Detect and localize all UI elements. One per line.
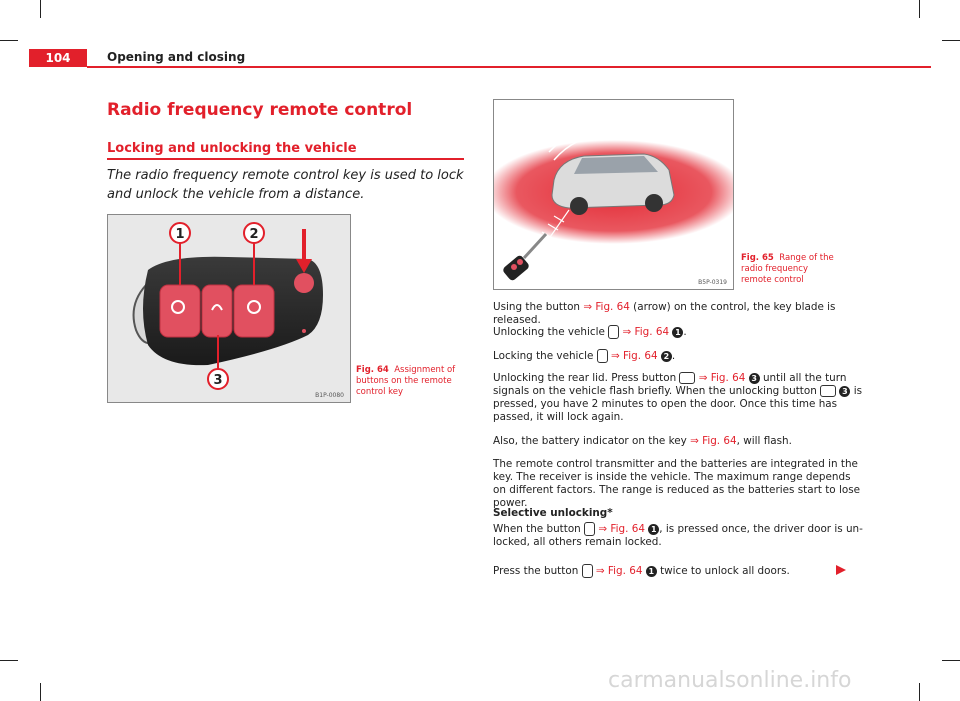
page-number: 104	[45, 51, 71, 65]
button-3-rearlid	[202, 285, 232, 337]
paragraph-1: Using the button ⇒ Fig. 64 (arrow) on the control, the key blade is released.	[493, 301, 836, 326]
unlock-key-icon	[608, 325, 619, 339]
callout-3-label: 3	[213, 373, 223, 388]
watermark: carmanualsonline.info	[608, 668, 852, 693]
figure-65-caption	[741, 253, 841, 286]
key-blade	[524, 234, 546, 258]
paragraph-4: Unlocking the rear lid. Press button ⇒ Fig. 64 3 until all the turn signals on the vehicle flash briefly. When the unlocking button 3 is pressed, you have 2 minutes to open the door. Once this time has passed, it will lock again.	[493, 372, 863, 423]
fig-link[interactable]: ⇒ Fig. 64	[698, 372, 746, 384]
continue-arrow-icon	[836, 565, 846, 575]
figure-64-key	[107, 214, 351, 403]
figure-64-caption	[356, 365, 456, 398]
crop-mark	[919, 683, 920, 701]
button-2-lock	[234, 285, 274, 337]
callout-ref: 1	[648, 524, 659, 535]
crop-mark	[942, 660, 960, 661]
callout-ref: 2	[661, 351, 672, 362]
figure-64-caption-text: Assignment of buttons on the remote control key	[356, 365, 456, 397]
fig-link[interactable]: ⇒ Fig. 64	[595, 565, 643, 577]
fig-link[interactable]: ⇒ Fig. 64	[583, 301, 630, 313]
range-illustration	[494, 100, 733, 289]
callout-ref: 1	[646, 566, 657, 577]
paragraph-2: Unlocking the vehicle ⇒ Fig. 64 1 .	[493, 326, 687, 338]
car-windows	[574, 156, 658, 174]
crop-mark	[942, 40, 960, 41]
fig-link[interactable]: ⇒ Fig. 64	[598, 523, 645, 535]
paragraph-5: Also, the battery indicator on the key ⇒ Fig. 64, will flash.	[493, 435, 792, 447]
paragraph-8: Press the button ⇒ Fig. 64 1 twice to unlock all doors.	[493, 565, 790, 577]
button-1-unlock	[160, 285, 200, 337]
callout-ref: 3	[839, 386, 850, 397]
crop-mark	[919, 0, 920, 18]
fold-button	[294, 273, 314, 293]
callout-ref: 3	[749, 373, 760, 384]
rearlid-key-icon	[820, 385, 836, 397]
paragraph-6: The remote control transmitter and the batteries are integrated in the key. The receiver is inside the vehicle. The maximum range depends on different factors. The range is reduced as the batteries start to lose power.	[493, 458, 861, 509]
paragraph-7: Selective unlocking* When the button ⇒ Fig. 64 1 , is pressed once, the driver door is un-locked, all others remain locked.	[493, 507, 863, 548]
subsection-title: Locking and unlocking the vehicle	[107, 141, 357, 156]
callout-2-label: 2	[249, 227, 259, 242]
lock-key-icon	[597, 349, 608, 363]
page-title: Radio frequency remote control	[107, 100, 413, 120]
paragraph-3: Locking the vehicle ⇒ Fig. 64 2 .	[493, 350, 676, 362]
fig-link[interactable]: ⇒ Fig. 64	[611, 350, 658, 362]
car-wheel	[645, 194, 663, 212]
crop-mark	[40, 0, 41, 18]
unlock-key-icon	[584, 522, 595, 536]
subsection-rule	[107, 158, 464, 160]
unlock-key-icon	[582, 564, 593, 578]
section-title: Opening and closing	[107, 50, 246, 64]
intro-text: The radio frequency remote control key is used to lock and unlock the vehicle from a distance.	[107, 168, 464, 202]
figure-code: B1P-0080	[315, 392, 344, 399]
figure-65-caption-text: Range of the radio frequency remote control	[741, 253, 834, 285]
crop-mark	[40, 683, 41, 701]
crop-mark	[0, 660, 18, 661]
rearlid-key-icon	[679, 372, 695, 384]
callout-ref: 1	[672, 327, 683, 338]
figure-65-range	[493, 99, 734, 290]
battery-led	[302, 329, 306, 333]
figure-64-label: Fig. 64	[356, 365, 389, 375]
callout-1-label: 1	[175, 227, 185, 242]
fig-link[interactable]: ⇒ Fig. 64	[622, 326, 670, 338]
figure-code: B5P-0319	[698, 279, 727, 286]
header-rule	[87, 66, 931, 68]
crop-mark	[0, 40, 18, 41]
figure-65-label: Fig. 65	[741, 253, 774, 263]
fig-link[interactable]: ⇒ Fig. 64	[690, 435, 737, 447]
selective-unlocking-title: Selective unlocking*	[493, 507, 613, 519]
key-illustration	[108, 215, 350, 402]
car-wheel	[570, 197, 588, 215]
